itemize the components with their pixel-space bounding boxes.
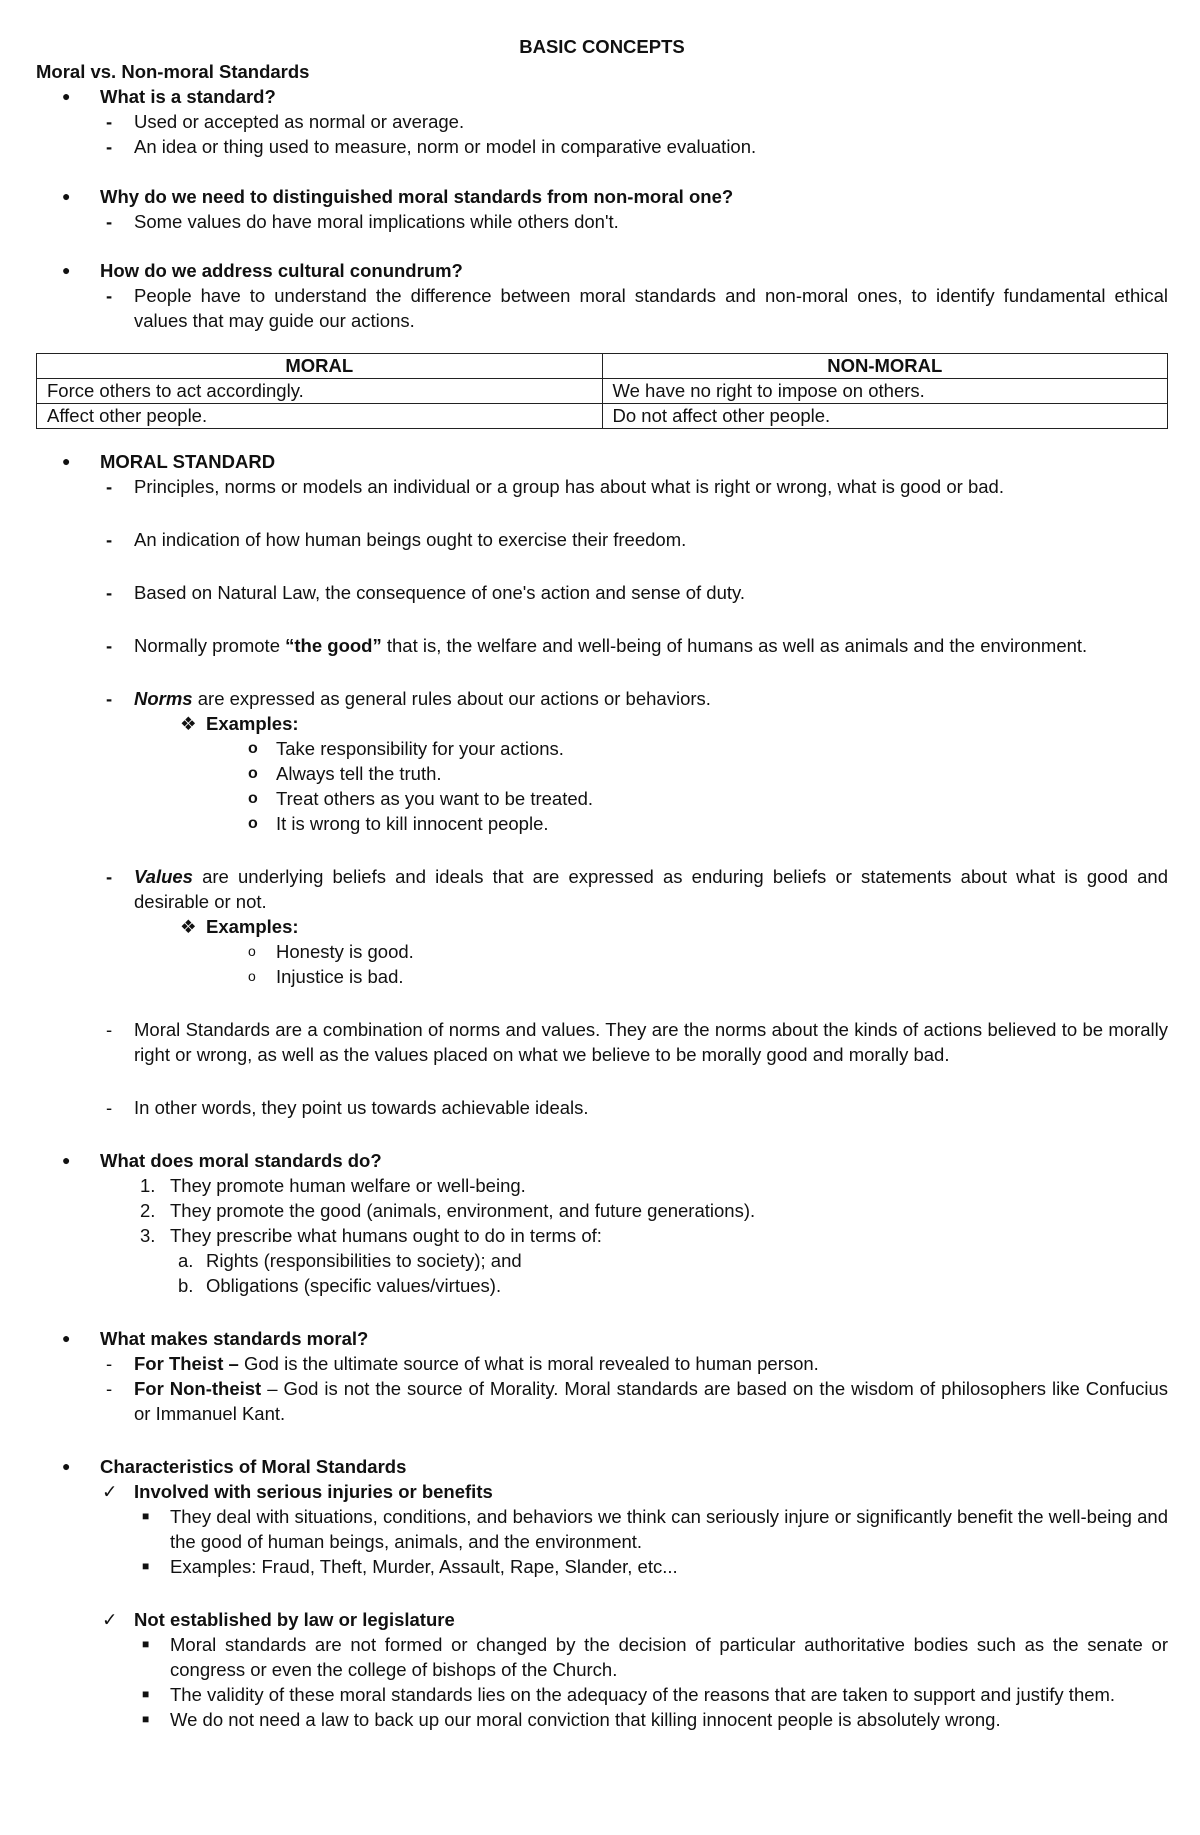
- section-characteristics: [36, 1454, 1168, 1479]
- dash-marker: -: [106, 688, 113, 709]
- dash-marker: -: [106, 111, 113, 132]
- question-what-makes: [36, 1326, 1168, 1351]
- section-subtitle: Moral vs. Non-moral Standards: [36, 61, 310, 82]
- question-heading: What makes standards moral?: [100, 1328, 369, 1349]
- circle-bullet-icon: o: [248, 765, 258, 782]
- list-item: o Honesty is good.: [248, 941, 414, 962]
- list-item: - For Non-theist – God is not the source of Morality. Moral standards are based on the wisdom of philosophers like Confucius or Immanuel Kant.: [106, 1378, 1169, 1424]
- list-item: - Normally promote “the good” that is, the welfare and well-being of humans as well as animals and the environment.: [106, 635, 1088, 656]
- table-row: Force others to act accordingly. We have no right to impose on others.: [37, 379, 1168, 404]
- characteristic-title: ✓ Involved with serious injuries or benefits: [102, 1481, 493, 1502]
- checkmark-icon: ✓: [102, 1609, 118, 1630]
- list-item: 2. They promote the good (animals, environment, and future generations).: [140, 1200, 756, 1221]
- dash-marker: -: [106, 866, 113, 887]
- list-item: - People have to understand the difference between moral standards and non-moral ones, to identify fundamental ethical values that may guide our actions.: [106, 285, 1168, 331]
- dash-marker: -: [106, 210, 113, 232]
- bullet-icon: ●: [62, 1152, 71, 1168]
- bullet-icon: ●: [62, 262, 71, 278]
- bullet-icon: ●: [62, 453, 71, 469]
- table-row: Affect other people. Do not affect other people.: [37, 404, 1168, 429]
- square-bullet-icon: ■: [142, 1687, 150, 1701]
- table-header-moral: MORAL: [37, 354, 603, 379]
- question-heading: What is a standard?: [100, 86, 276, 107]
- circle-bullet-icon: o: [248, 968, 256, 984]
- square-bullet-icon: ■: [142, 1559, 150, 1573]
- dash-marker: -: [106, 1097, 113, 1118]
- bullet-icon: ●: [62, 1330, 71, 1346]
- bullet-icon: ●: [62, 1458, 71, 1474]
- list-item: - Based on Natural Law, the consequence of one's action and sense of duty.: [106, 582, 746, 603]
- list-item: ■ The validity of these moral standards lies on the adequacy of the reasons that are taken to support and justify them.: [142, 1684, 1116, 1705]
- characteristic-title: ✓ Not established by law or legislature: [102, 1609, 455, 1630]
- list-item: b. Obligations (specific values/virtues).: [178, 1275, 502, 1296]
- list-item: - Moral Standards are a combination of norms and values. They are the norms about the kinds of actions believed to be morally right or wrong, as well as the values placed on what we believe to be morally good and morally bad.: [106, 1019, 1168, 1065]
- list-item: o It is wrong to kill innocent people.: [248, 813, 549, 834]
- dash-marker: -: [106, 582, 113, 603]
- section-heading: Characteristics of Moral Standards: [100, 1456, 407, 1477]
- examples-label: ❖ Examples:: [180, 916, 299, 937]
- question-what-does: [36, 1148, 1168, 1173]
- dash-marker: -: [106, 476, 113, 497]
- list-item: o Injustice is bad.: [248, 966, 404, 987]
- question-cultural-conundrum: [36, 258, 1168, 283]
- circle-bullet-icon: o: [248, 740, 258, 757]
- list-item: ■ Examples: Fraud, Theft, Murder, Assault, Rape, Slander, etc...: [142, 1556, 678, 1577]
- list-item: o Always tell the truth.: [248, 763, 442, 784]
- dash-marker: -: [106, 136, 113, 157]
- list-item: 1. They promote human welfare or well-being.: [140, 1175, 526, 1196]
- comparison-table: [36, 353, 1168, 429]
- list-item: ■ Moral standards are not formed or changed by the decision of particular authoritative bodies such as the senate or congress or even the college of bishops of the Church.: [142, 1634, 1168, 1680]
- dash-marker: -: [106, 1378, 113, 1399]
- bullet-icon: ●: [62, 187, 71, 204]
- circle-bullet-icon: o: [248, 790, 258, 807]
- page-title: BASIC CONCEPTS: [519, 36, 685, 57]
- square-bullet-icon: ■: [142, 1637, 150, 1651]
- diamond-icon: ❖: [180, 713, 197, 734]
- list-item: 3. They prescribe what humans ought to do in terms of:: [140, 1225, 602, 1246]
- examples-label: ❖ Examples:: [180, 713, 299, 734]
- list-item-values: - Values are underlying beliefs and ideals that are expressed as enduring beliefs or statements about what is good and desirable or not.: [106, 866, 1168, 912]
- square-bullet-icon: ■: [142, 1712, 150, 1726]
- square-bullet-icon: ■: [142, 1509, 150, 1523]
- checkmark-icon: ✓: [102, 1481, 118, 1502]
- list-item: - An idea or thing used to measure, norm or model in comparative evaluation.: [106, 136, 757, 157]
- list-item: - Principles, norms or models an individual or a group has about what is right or wrong, what is good or bad.: [106, 476, 1004, 497]
- dash-marker: -: [106, 529, 113, 550]
- question-heading: How do we address cultural conundrum?: [100, 260, 463, 281]
- list-item: ■ They deal with situations, conditions, and behaviors we think can seriously injure or significantly benefit the well-being and the good of human beings, animals, and the environment.: [142, 1506, 1168, 1552]
- document-page: [36, 34, 1168, 1732]
- list-item: - For Theist – God is the ultimate source of what is moral revealed to human person.: [106, 1353, 819, 1374]
- dash-marker: -: [106, 635, 113, 656]
- dash-marker: -: [106, 1019, 113, 1040]
- list-item: o Take responsibility for your actions.: [248, 738, 564, 759]
- list-item-norms: - Norms are expressed as general rules about our actions or behaviors.: [106, 688, 711, 709]
- dash-marker: -: [106, 285, 113, 306]
- question-heading: Why do we need to distinguished moral standards from non-moral one?: [100, 185, 734, 207]
- circle-bullet-icon: o: [248, 943, 256, 959]
- table-header-non-moral: NON-MORAL: [602, 354, 1168, 379]
- question-what-is-standard: [36, 84, 1168, 109]
- section-heading: MORAL STANDARD: [100, 451, 276, 472]
- circle-bullet-icon: o: [248, 815, 258, 832]
- question-heading: What does moral standards do?: [100, 1150, 382, 1171]
- four-point-star-icon: ❖: [180, 916, 197, 937]
- list-item: - Some values do have moral implications while others don't.: [106, 210, 619, 232]
- list-item: - An indication of how human beings ought to exercise their freedom.: [106, 529, 687, 550]
- list-item: o Treat others as you want to be treated.: [248, 788, 594, 809]
- dash-marker: -: [106, 1353, 113, 1374]
- list-item: - Used or accepted as normal or average.: [106, 111, 465, 132]
- bullet-icon: ●: [62, 88, 71, 104]
- list-item: ■ We do not need a law to back up our moral conviction that killing innocent people is absolutely wrong.: [142, 1709, 1001, 1730]
- list-item: a. Rights (responsibilities to society); and: [178, 1250, 522, 1271]
- section-moral-standard: [36, 449, 1168, 474]
- question-why-distinguish: [36, 184, 1168, 209]
- list-item: - In other words, they point us towards achievable ideals.: [106, 1097, 589, 1118]
